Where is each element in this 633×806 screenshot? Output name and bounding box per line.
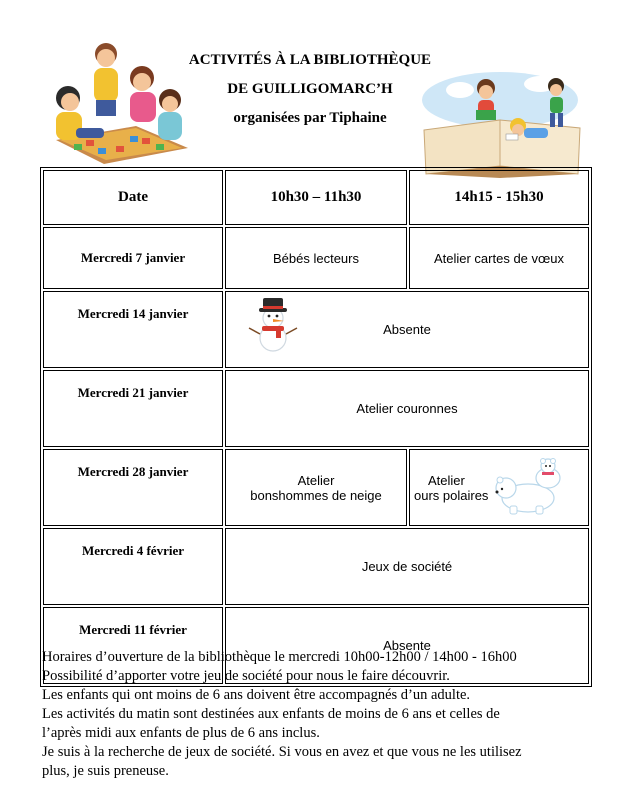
row-date: Mercredi 4 février — [43, 528, 223, 605]
row-full-activity-label: Absente — [383, 322, 431, 337]
footer-line: l’après midi aux enfants de plus de 6 ans inclus. — [42, 725, 320, 741]
row-full-activity: Atelier couronnes — [225, 370, 589, 447]
title-line-2: DE GUILLIGOMARC’H — [227, 81, 393, 97]
table-row — [43, 227, 589, 289]
title-line-1: ACTIVITÉS À LA BIBLIOTHÈQUE — [188, 52, 432, 68]
row-afternoon-activity-line2: ours polaires — [414, 487, 489, 503]
table-row — [43, 370, 589, 447]
footer-line: Je suis à la recherche de jeux de société. Si vous en avez et que vous ne les utilisez — [42, 744, 522, 760]
header-date: Date — [43, 170, 223, 225]
footer-line: Horaires d’ouverture de la bibliothèque le mercredi 10h00-12h00 / 14h00 - 16h00 — [42, 649, 517, 665]
row-date: Mercredi 21 janvier — [43, 370, 223, 447]
activity-schedule-table — [40, 167, 592, 687]
footer-line: Possibilité d’apporter votre jeu de société pour nous le faire découvrir. — [42, 668, 450, 684]
row-morning-activity: Bébés lecteurs — [225, 227, 407, 289]
header-afternoon: 14h15 - 15h30 — [409, 170, 589, 225]
row-afternoon-activity: Atelier cartes de vœux — [409, 227, 589, 289]
row-full-activity — [225, 291, 589, 368]
table-header-row — [43, 170, 589, 225]
table-row — [43, 291, 589, 368]
footer-line: Les activités du matin sont destinées aux enfants de moins de 6 ans et celles de — [42, 706, 500, 722]
snowman-icon — [246, 294, 300, 352]
header-morning: 10h30 – 11h30 — [225, 170, 407, 225]
polar-bears-icon — [492, 456, 572, 516]
row-afternoon-activity-line1: Atelier — [428, 472, 465, 488]
row-morning-activity — [225, 449, 407, 526]
footer-line: Les enfants qui ont moins de 6 ans doivent être accompagnés d’un adulte. — [42, 687, 471, 703]
row-date: Mercredi 7 janvier — [43, 227, 223, 289]
row-full-activity: Jeux de société — [225, 528, 589, 605]
table-row — [43, 528, 589, 605]
row-morning-activity-line2: bonshommes de neige — [250, 487, 382, 503]
row-date: Mercredi 28 janvier — [43, 449, 223, 526]
row-date: Mercredi 11 février — [43, 607, 223, 684]
row-full-activity: Absente — [225, 607, 589, 684]
table-row — [43, 449, 589, 526]
footer-line: plus, je suis preneuse. — [42, 763, 169, 779]
row-date: Mercredi 14 janvier — [43, 291, 223, 368]
subtitle: organisées par Tiphaine — [233, 110, 387, 126]
footer-notes — [42, 648, 602, 781]
kids-reading-book-illustration — [420, 70, 588, 178]
row-afternoon-activity — [409, 449, 589, 526]
row-morning-activity-line1: Atelier — [297, 472, 335, 488]
